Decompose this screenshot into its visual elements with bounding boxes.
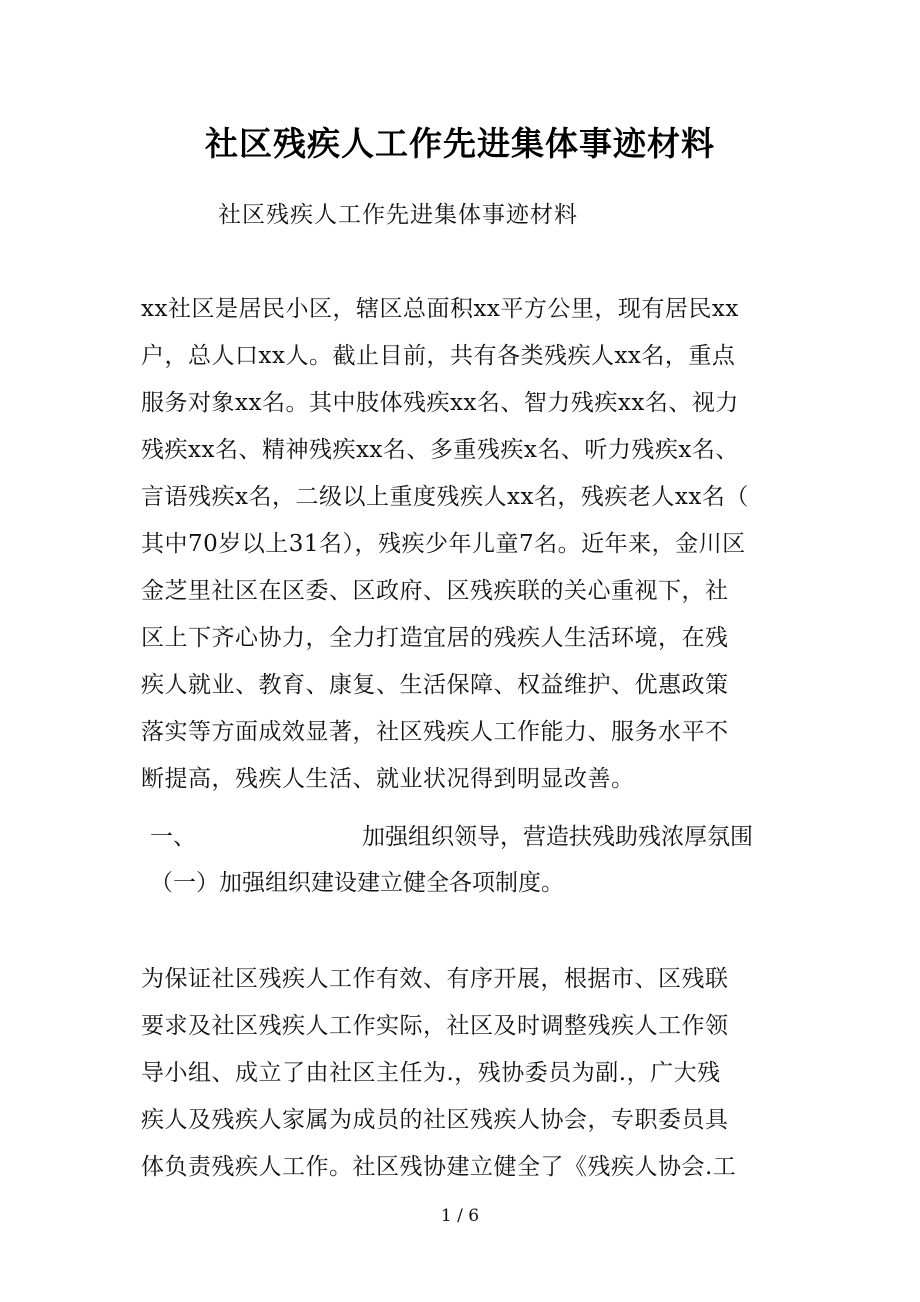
paragraph-intro: [141, 286, 781, 803]
paragraph-line: 疾人及残疾人家属为成员的社区残疾人协会，专职委员具: [141, 1107, 729, 1133]
paragraph-line: 言语残疾x名，二级以上重度残疾人xx名，残疾老人xx名（: [141, 484, 749, 510]
paragraph-line: 为保证社区残疾人工作有效、有序开展，根据市、区残联: [141, 966, 729, 992]
paragraph-organization: [141, 956, 781, 1191]
paragraph-line: 金芝里社区在区委、区政府、区残疾联的关心重视下，社: [141, 578, 729, 604]
paragraph-line: 残疾xx名、精神残疾xx名、多重残疾x名、听力残疾x名、: [141, 437, 739, 463]
document-subtitle: 社区残疾人工作先进集体事迹材料: [218, 202, 578, 228]
section-title: 加强组织领导，营造扶残助残浓厚氛围: [362, 824, 753, 850]
section-number: 一、: [150, 824, 196, 850]
document-title: 社区残疾人工作先进集体事迹材料: [205, 124, 715, 163]
page-number: 1 / 6: [440, 1206, 480, 1226]
subsection-heading: （一）加强组织建设建立健全各项制度。: [150, 870, 564, 896]
section-heading: [150, 818, 790, 858]
paragraph-line: 断提高，残疾人生活、就业状况得到明显改善。: [141, 766, 635, 792]
paragraph-line: 服务对象xx名。其中肢体残疾xx名、智力残疾xx名、视力: [141, 390, 739, 416]
paragraph-line: 户，总人口xx人。截止目前，共有各类残疾人xx名，重点: [141, 343, 736, 369]
paragraph-line: 区上下齐心协力，全力打造宜居的残疾人生活环境，在残: [141, 625, 729, 651]
paragraph-line: 要求及社区残疾人工作实际，社区及时调整残疾人工作领: [141, 1013, 729, 1039]
paragraph-line: 落实等方面成效显著，社区残疾人工作能力、服务水平不: [141, 719, 729, 745]
paragraph-line: 导小组、成立了由社区主任为.，残协委员为副.，广大残: [141, 1060, 721, 1086]
paragraph-line: 其中70岁以上31名），残疾少年儿童7名。近年来，金川区: [141, 531, 746, 557]
paragraph-line: xx社区是居民小区，辖区总面积xx平方公里，现有居民xx: [141, 296, 739, 322]
paragraph-line: 体负责残疾人工作。社区残协建立健全了《残疾人协会.工: [141, 1154, 737, 1180]
paragraph-line: 疾人就业、教育、康复、生活保障、权益维护、优惠政策: [141, 672, 729, 698]
